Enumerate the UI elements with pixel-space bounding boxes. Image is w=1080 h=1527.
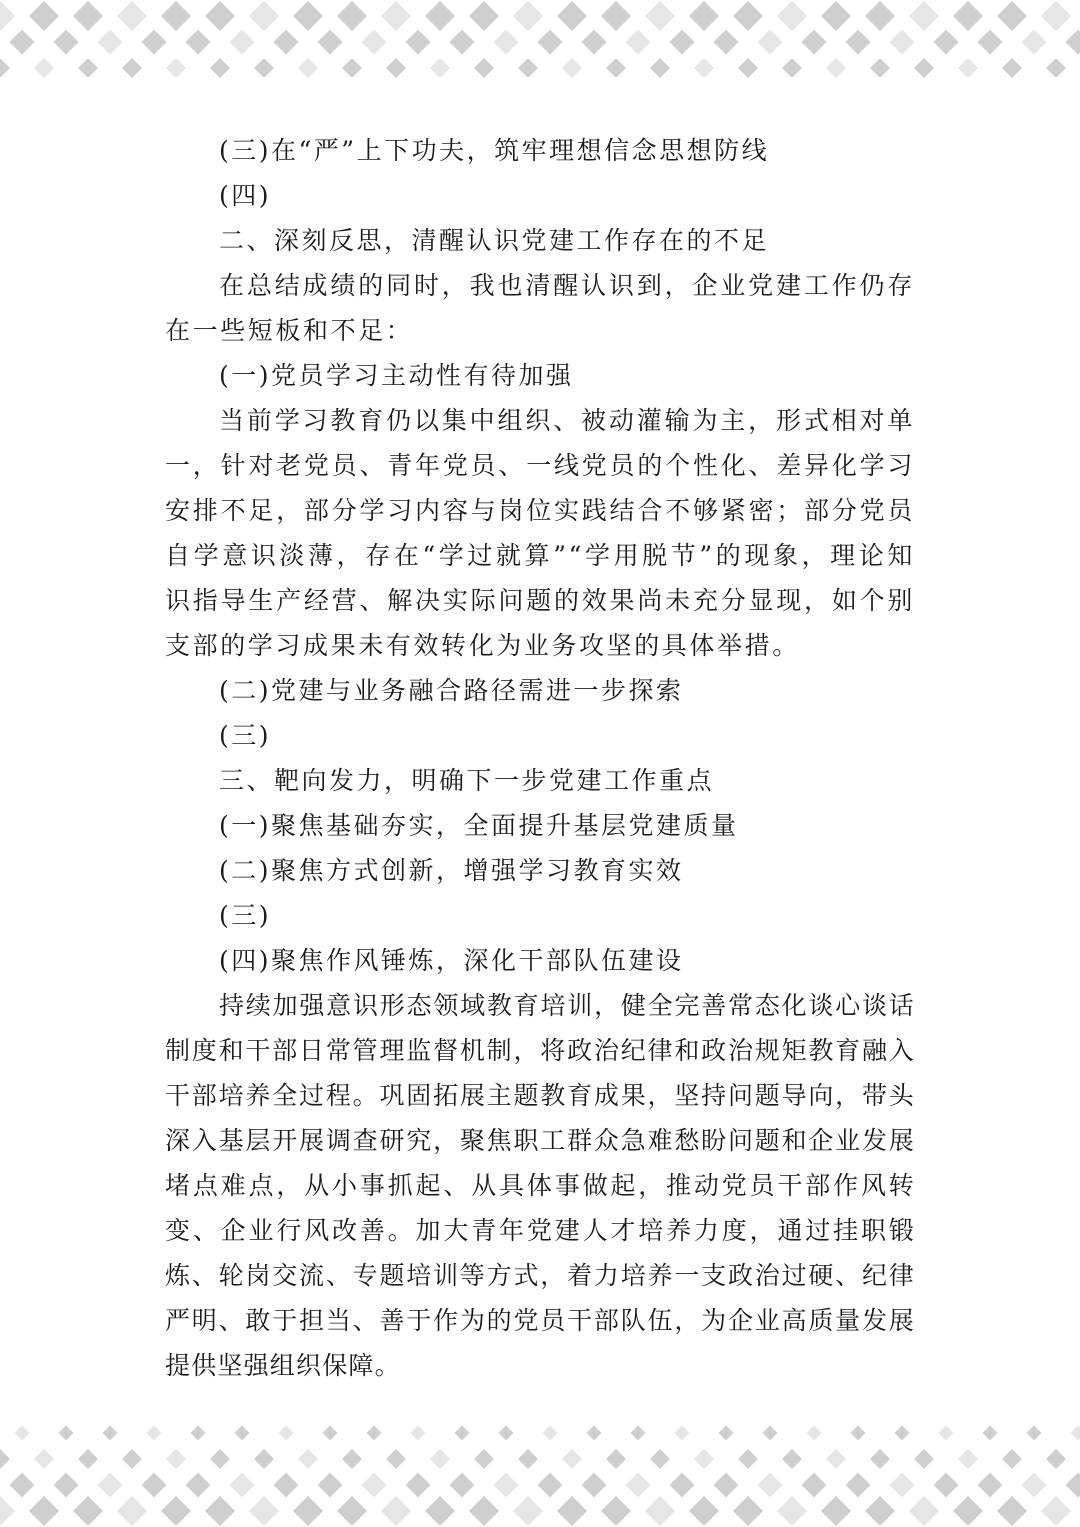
diamond-shape <box>914 58 934 78</box>
diamond-shape <box>122 1449 142 1469</box>
section-heading-two: 二、深刻反思，清醒认识党建工作存在的不足 <box>219 226 770 255</box>
diamond-shape <box>782 58 802 78</box>
diamond-shape <box>337 1496 367 1526</box>
diamond-shape <box>953 1 983 31</box>
diamond-shape <box>777 1 807 31</box>
diamond-shape <box>117 1496 147 1526</box>
diamond-shape <box>909 1496 939 1526</box>
diamond-shape <box>689 1496 719 1526</box>
diamond-shape <box>205 1496 235 1526</box>
diamond-shape <box>337 1 367 31</box>
diamond-shape <box>538 1473 563 1498</box>
diamond-shape <box>34 58 54 78</box>
diamond-shape <box>782 1449 802 1469</box>
diamond-shape <box>122 58 142 78</box>
diamond-shape <box>802 1473 827 1498</box>
diamond-shape <box>147 1426 162 1441</box>
diamond-shape <box>342 58 362 78</box>
diamond-shape <box>909 1 939 31</box>
diamond-shape <box>205 1 235 31</box>
diamond-shape <box>249 1496 279 1526</box>
diamond-shape <box>362 30 387 55</box>
diamond-shape <box>430 58 450 78</box>
diamond-shape <box>406 30 431 55</box>
heading-four-empty: (四) <box>219 181 272 210</box>
diamond-pattern <box>0 1417 1080 1527</box>
diamond-shape <box>0 1 15 31</box>
diamond-shape <box>73 1 103 31</box>
diamond-shape <box>411 1426 426 1441</box>
diamond-shape <box>1046 58 1066 78</box>
diamond-shape <box>362 1473 387 1498</box>
diamond-shape <box>342 1449 362 1469</box>
diamond-shape <box>59 1426 74 1441</box>
diamond-shape <box>714 1473 739 1498</box>
diamond-shape <box>29 1 59 31</box>
diamond-shape <box>826 58 846 78</box>
diamond-shape <box>381 1496 411 1526</box>
diamond-shape <box>650 58 670 78</box>
heading-three-empty-2: (三) <box>219 901 272 930</box>
diamond-shape <box>386 1449 406 1469</box>
diamond-shape <box>78 1449 98 1469</box>
diamond-shape <box>587 1426 602 1441</box>
diamond-shape <box>161 1 191 31</box>
diamond-shape <box>978 30 1003 55</box>
diamond-shape <box>191 1426 206 1441</box>
diamond-shape <box>626 30 651 55</box>
diamond-shape <box>469 1 499 31</box>
diamond-shape <box>513 1496 543 1526</box>
diamond-shape <box>1022 1473 1047 1498</box>
diamond-shape <box>895 1426 910 1441</box>
diamond-shape <box>821 1496 851 1526</box>
document-body <box>165 128 915 1388</box>
diamond-shape <box>670 1473 695 1498</box>
heading-study-initiative: (一)党员学习主动性有待加强 <box>219 361 574 390</box>
diamond-shape <box>381 1 411 31</box>
diamond-shape <box>210 1449 230 1469</box>
diamond-shape <box>249 1 279 31</box>
diamond-shape <box>601 1 631 31</box>
diamond-shape <box>557 1 587 31</box>
diamond-shape <box>298 58 318 78</box>
heading-strict: (三)在“严”上下功夫，筑牢理想信念思想防线 <box>219 136 770 165</box>
diamond-shape <box>582 1473 607 1498</box>
diamond-shape <box>425 1 455 31</box>
diamond-shape <box>606 58 626 78</box>
diamond-shape <box>939 1426 954 1441</box>
diamond-shape <box>499 1426 514 1441</box>
diamond-shape <box>103 1426 118 1441</box>
diamond-shape <box>733 1496 763 1526</box>
diamond-shape <box>0 1449 10 1469</box>
diamond-shape <box>606 1449 626 1469</box>
diamond-shape <box>777 1496 807 1526</box>
heading-foundation: (一)聚焦基础夯实，全面提升基层党建质量 <box>219 811 739 840</box>
bottom-diamond-border <box>0 1417 1080 1527</box>
diamond-shape <box>323 1426 338 1441</box>
diamond-shape <box>10 30 35 55</box>
diamond-shape <box>235 1426 250 1441</box>
diamond-shape <box>298 1449 318 1469</box>
diamond-shape <box>318 30 343 55</box>
diamond-shape <box>631 1426 646 1441</box>
diamond-shape <box>293 1496 323 1526</box>
diamond-shape <box>758 30 783 55</box>
diamond-shape <box>166 58 186 78</box>
diamond-shape <box>826 1449 846 1469</box>
paragraph-study: 当前学习教育仍以集中组织、被动灌输为主，形式相对单一，针对老党员、青年党员、一线党员的个性化、差异化学习安排不足，部分学习内容与岗位实践结合不够紧密；部分党员自学意识淡薄，存在“学过就算”“学用脱节”的现象，理论知识指导生产经营、解决实际问题的效果尚未充分显现，如个别支部的学习成果未有效转化为业务攻坚的具体举措。 <box>165 406 915 660</box>
diamond-shape <box>846 1473 871 1498</box>
diamond-shape <box>254 58 274 78</box>
diamond-shape <box>166 1449 186 1469</box>
diamond-shape <box>934 30 959 55</box>
diamond-shape <box>73 1496 103 1526</box>
diamond-shape <box>670 30 695 55</box>
diamond-shape <box>865 1496 895 1526</box>
diamond-shape <box>98 1473 123 1498</box>
heading-integration: (二)党建与业务融合路径需进一步探索 <box>219 676 684 705</box>
diamond-shape <box>186 1473 211 1498</box>
diamond-shape <box>54 1473 79 1498</box>
diamond-shape <box>142 1473 167 1498</box>
diamond-shape <box>10 1473 35 1498</box>
diamond-shape <box>562 1449 582 1469</box>
diamond-shape <box>0 58 10 78</box>
diamond-shape <box>758 1473 783 1498</box>
diamond-shape <box>367 1426 382 1441</box>
diamond-shape <box>846 30 871 55</box>
diamond-shape <box>469 1496 499 1526</box>
diamond-shape <box>870 1449 890 1469</box>
diamond-shape <box>318 1473 343 1498</box>
diamond-shape <box>1002 1449 1022 1469</box>
diamond-shape <box>997 1496 1027 1526</box>
diamond-shape <box>1041 1496 1071 1526</box>
diamond-shape <box>1027 1426 1042 1441</box>
diamond-shape <box>1046 1449 1066 1469</box>
diamond-shape <box>29 1496 59 1526</box>
diamond-shape <box>714 30 739 55</box>
diamond-shape <box>230 30 255 55</box>
diamond-shape <box>582 30 607 55</box>
diamond-shape <box>494 1473 519 1498</box>
diamond-shape <box>1066 1473 1080 1498</box>
diamond-shape <box>15 1426 30 1441</box>
heading-three-empty: (三) <box>219 721 272 750</box>
diamond-shape <box>1071 1426 1080 1441</box>
diamond-shape <box>738 1449 758 1469</box>
diamond-shape <box>645 1 675 31</box>
diamond-shape <box>978 1473 1003 1498</box>
diamond-shape <box>406 1473 431 1498</box>
diamond-shape <box>934 1473 959 1498</box>
diamond-shape <box>557 1496 587 1526</box>
diamond-shape <box>279 1426 294 1441</box>
diamond-shape <box>450 1473 475 1498</box>
diamond-shape <box>54 30 79 55</box>
diamond-shape <box>430 1449 450 1469</box>
diamond-shape <box>210 58 230 78</box>
diamond-shape <box>650 1449 670 1469</box>
top-diamond-border <box>0 0 1080 92</box>
diamond-shape <box>983 1426 998 1441</box>
diamond-shape <box>142 30 167 55</box>
diamond-shape <box>161 1496 191 1526</box>
diamond-shape <box>675 1426 690 1441</box>
diamond-shape <box>386 58 406 78</box>
diamond-shape <box>997 1 1027 31</box>
heading-innovation: (二)聚焦方式创新，增强学习教育实效 <box>219 856 684 885</box>
diamond-shape <box>958 58 978 78</box>
diamond-shape <box>851 1426 866 1441</box>
diamond-shape <box>719 1426 734 1441</box>
diamond-shape <box>865 1 895 31</box>
diamond-shape <box>694 1449 714 1469</box>
diamond-shape <box>953 1496 983 1526</box>
diamond-shape <box>890 1473 915 1498</box>
diamond-shape <box>494 30 519 55</box>
diamond-shape <box>425 1496 455 1526</box>
diamond-shape <box>694 58 714 78</box>
diamond-shape <box>474 58 494 78</box>
diamond-shape <box>763 1426 778 1441</box>
diamond-shape <box>274 1473 299 1498</box>
diamond-shape <box>0 1496 15 1526</box>
diamond-shape <box>562 58 582 78</box>
diamond-pattern <box>0 0 1080 92</box>
diamond-shape <box>626 1473 651 1498</box>
diamond-shape <box>117 1 147 31</box>
diamond-shape <box>733 1 763 31</box>
diamond-shape <box>870 58 890 78</box>
diamond-shape <box>689 1 719 31</box>
diamond-shape <box>890 30 915 55</box>
diamond-shape <box>958 1449 978 1469</box>
diamond-shape <box>474 1449 494 1469</box>
diamond-shape <box>1002 58 1022 78</box>
diamond-shape <box>1041 1 1071 31</box>
diamond-shape <box>513 1 543 31</box>
diamond-shape <box>455 1426 470 1441</box>
diamond-shape <box>518 1449 538 1469</box>
diamond-shape <box>802 30 827 55</box>
paragraph-summary: 在总结成绩的同时，我也清醒认识到，企业党建工作仍存在一些短板和不足： <box>165 271 915 345</box>
paragraph-final: 持续加强意识形态领域教育培训，健全完善常态化谈心谈话制度和干部日常管理监督机制，将政治纪律和政治规矩教育融入干部培养全过程。巩固拓展主题教育成果，坚持问题导向，带头深入基层开展调查研究，聚焦职工群众急难愁盼问题和企业发展堵点难点，从小事抓起、从具体事做起，推动党员干部作风转变、企业行风改善。加大青年党建人才培养力度，通过挂职锻炼、轮岗交流、专题培训等方式，着力培养一支政治过硬、纪律严明、敢于担当、善于作为的党员干部队伍，为企业高质量发展提供坚强组织保障。 <box>165 991 915 1380</box>
diamond-shape <box>738 58 758 78</box>
diamond-shape <box>645 1496 675 1526</box>
diamond-shape <box>293 1 323 31</box>
diamond-shape <box>78 58 98 78</box>
diamond-shape <box>1022 30 1047 55</box>
diamond-shape <box>821 1 851 31</box>
diamond-shape <box>807 1426 822 1441</box>
diamond-shape <box>914 1449 934 1469</box>
diamond-shape <box>450 30 475 55</box>
diamond-shape <box>543 1426 558 1441</box>
heading-style: (四)聚焦作风锤炼，深化干部队伍建设 <box>219 946 684 975</box>
section-heading-three: 三、靶向发力，明确下一步党建工作重点 <box>219 766 715 795</box>
diamond-shape <box>601 1496 631 1526</box>
diamond-shape <box>518 58 538 78</box>
diamond-shape <box>230 1473 255 1498</box>
diamond-shape <box>98 30 123 55</box>
diamond-shape <box>274 30 299 55</box>
diamond-shape <box>186 30 211 55</box>
diamond-shape <box>34 1449 54 1469</box>
diamond-shape <box>254 1449 274 1469</box>
diamond-shape <box>538 30 563 55</box>
diamond-shape <box>1066 30 1080 55</box>
